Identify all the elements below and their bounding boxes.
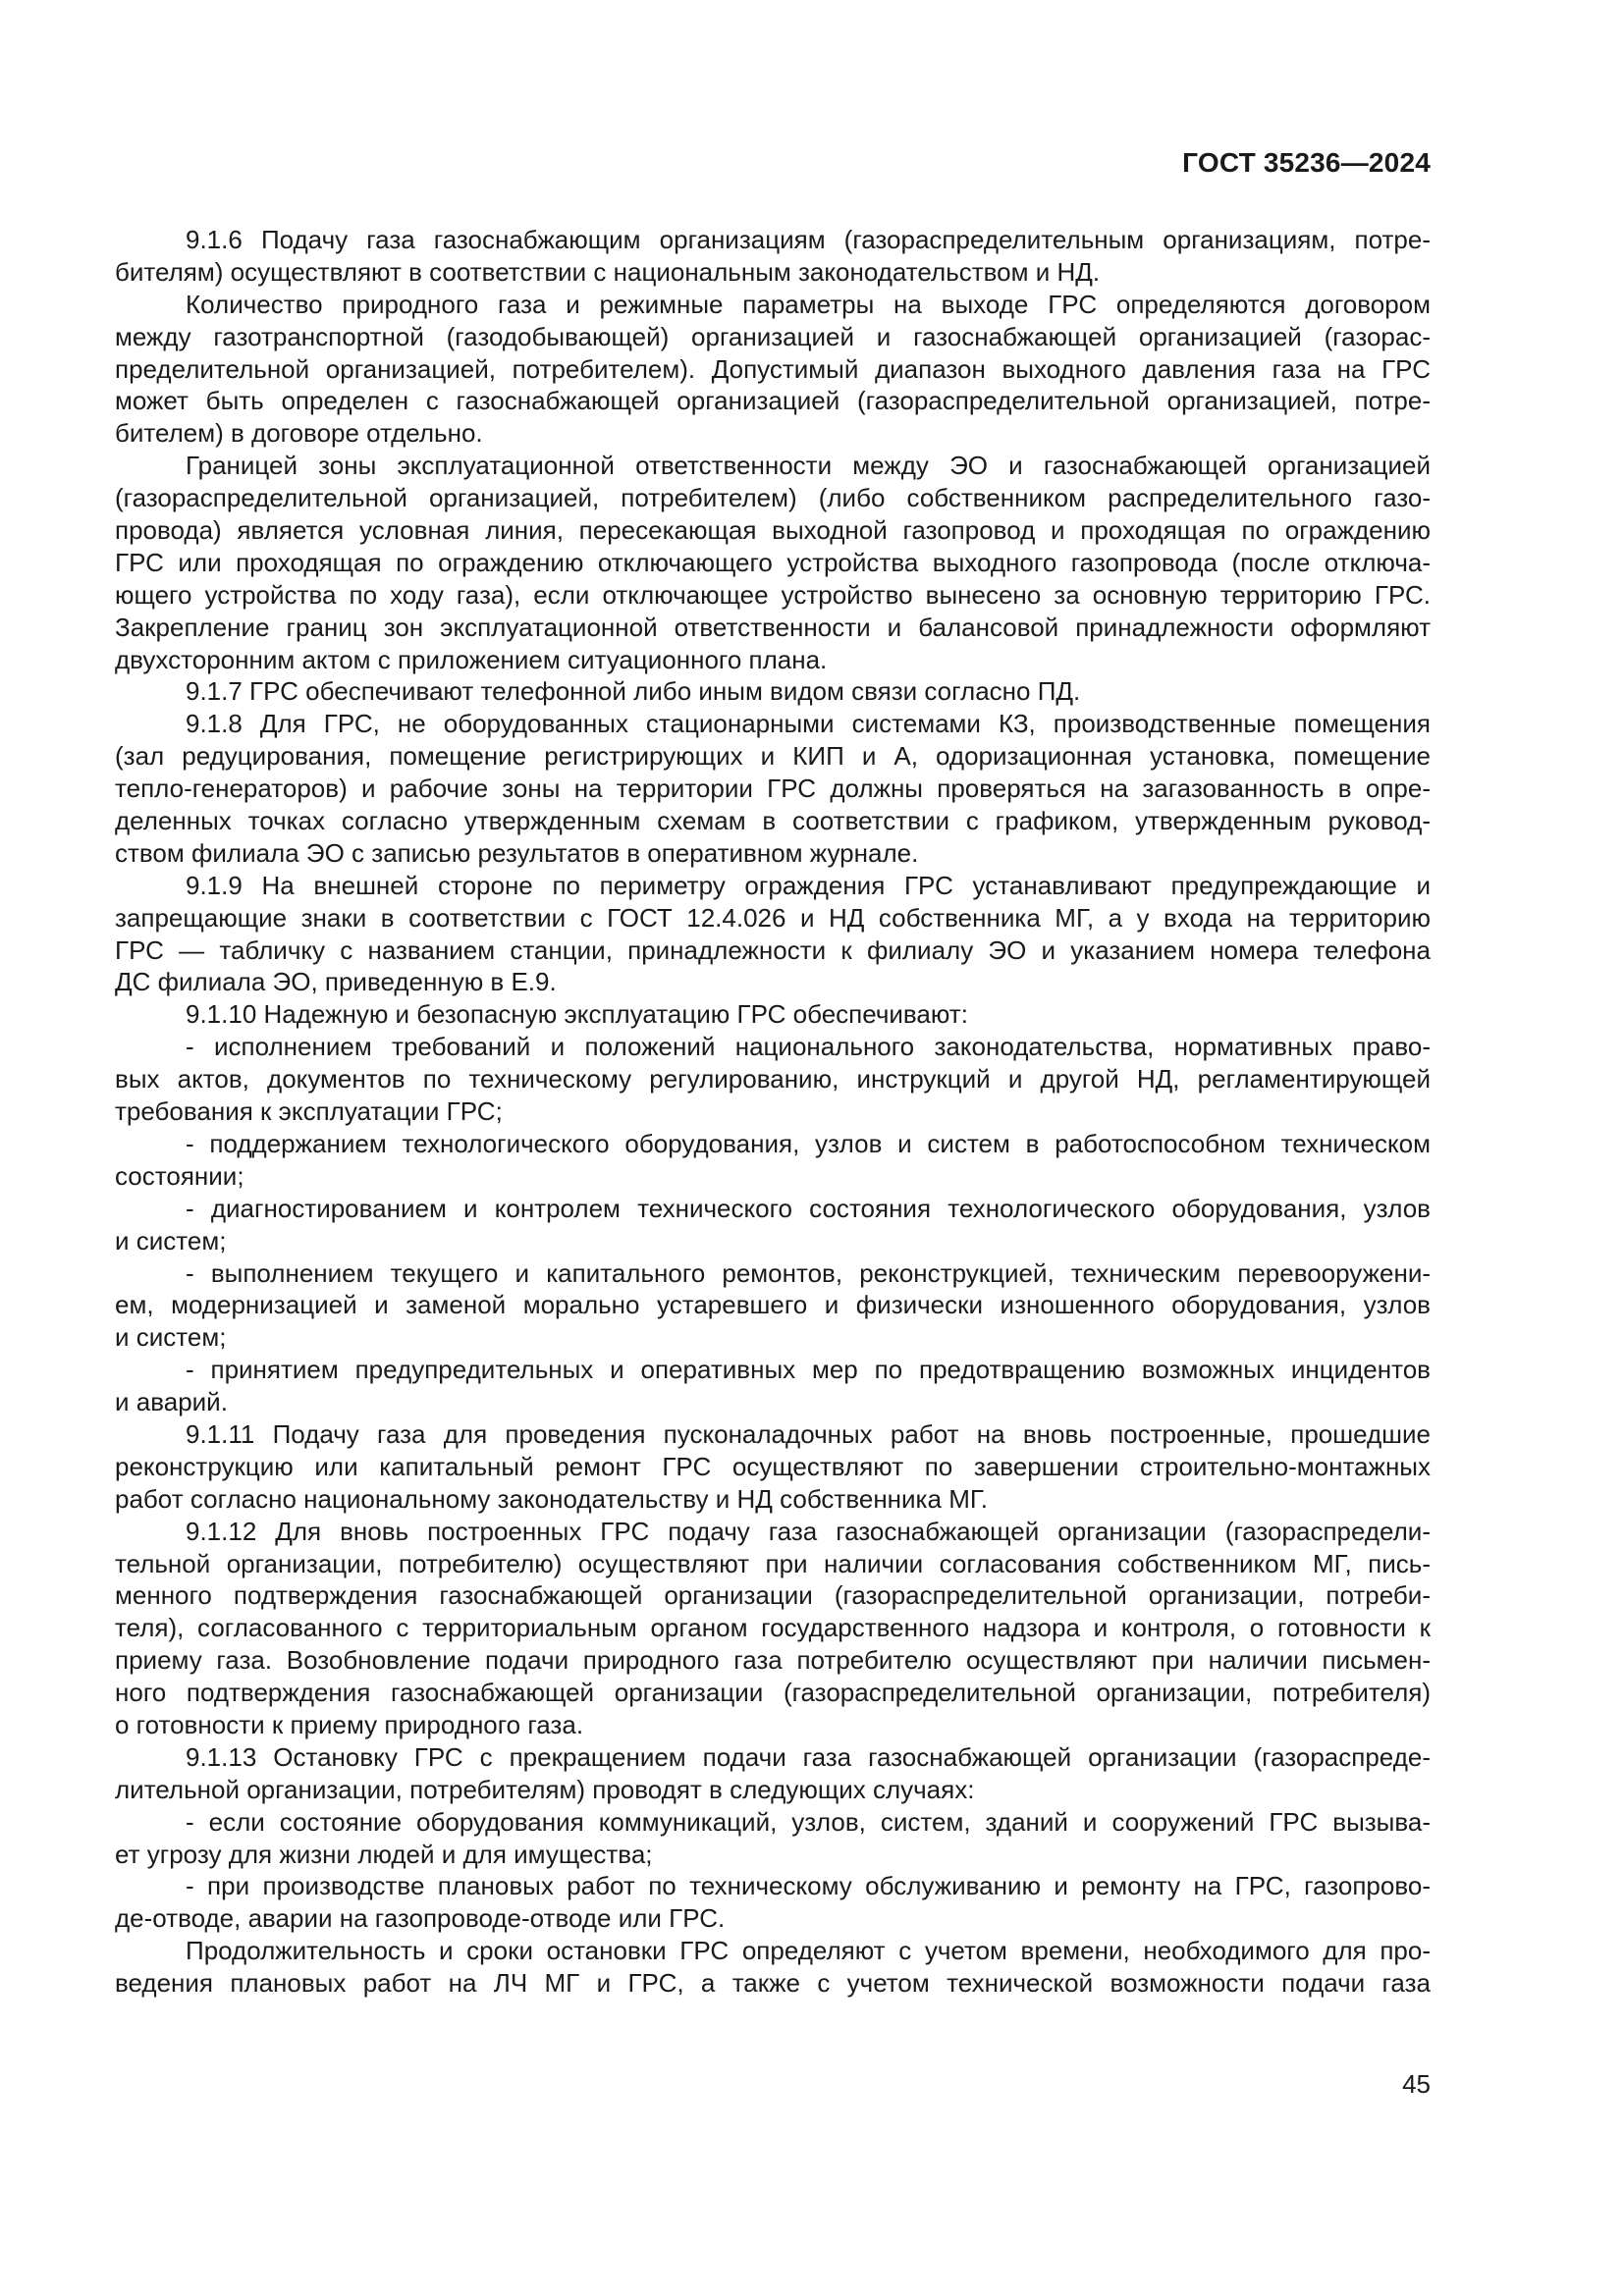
text-line: ДС филиала ЭО, приведенную в Е.9. [115,967,557,997]
text-line: 9.1.11 Подачу газа для проведения пусконаладочных работ на вновь построенные, прошедшие [186,1418,1431,1449]
text-line: провода) является условная линия, пересекающая выходной газопровод и проходящая по ограждению [115,515,1431,546]
text-line: - если состояние оборудования коммуникаций, узлов, систем, зданий и сооружений ГРС вызыва- [186,1806,1431,1837]
text-line: (зал редуцирования, помещение регистрирующих и КИП и А, одоризационная установка, помещение [115,741,1431,772]
standard-number-header: ГОСТ 35236—2024 [1182,147,1431,178]
text-line: - при производстве плановых работ по техническому обслуживанию и ремонту на ГРС, газопрово- [186,1871,1431,1901]
text-line: тельной организации, потребителю) осуществляют при наличии согласования собственником МГ, пись- [115,1548,1431,1578]
text-line: - исполнением требований и положений национального законодательства, нормативных право- [186,1032,1431,1062]
text-line: между газотранспортной (газодобывающей) организацией и газоснабжающей организацией (газорас- [115,321,1431,351]
text-line: 9.1.8 Для ГРС, не оборудованных стационарными системами КЗ, производственные помещения [186,709,1431,739]
text-line: бителем) в договоре отдельно. [115,418,483,449]
text-line: Продолжительность и сроки остановки ГРС определяют с учетом времени, необходимого для про- [186,1936,1431,1966]
text-line: реконструкцию или капитальный ремонт ГРС осуществляют по завершении строительно-монтажных [115,1451,1431,1481]
document-body [115,224,1431,2000]
text-line: бителям) осуществляют в соответствии с национальным законодательством и НД. [115,256,1101,287]
paragraph [115,675,1431,708]
text-line: - диагностированием и контролем технического состояния технологического оборудования, узлов [186,1193,1431,1223]
text-line: может быть определен с газоснабжающей организацией (газораспределительной организацией, потре- [115,386,1431,416]
text-line: запрещающие знаки в соответствии с ГОСТ 12.4.026 и НД собственника МГ, а у входа на территорию [115,902,1431,933]
text-line: 9.1.6 Подачу газа газоснабжающим организациям (газораспределительным организациям, потре- [186,225,1431,254]
text-line: ющего устройства по ходу газа), если отключающее устройство вынесено за основную территорию ГРС. [115,579,1431,610]
text-line: состоянии; [115,1160,244,1191]
text-line: тепло-генераторов) и рабочие зоны на территории ГРС должны проверяться на загазованность в опре- [115,774,1431,804]
text-line: (газораспределительной организацией, потребителем) (либо собственником распределительного газо- [115,483,1431,513]
paragraph [115,1741,1431,1806]
text-line: Количество природного газа и режимные параметры на выходе ГРС определяются договором [186,289,1431,319]
text-line: ГРС — табличку с названием станции, принадлежности к филиалу ЭО и указанием номера телефона [115,934,1431,965]
text-line: - выполнением текущего и капитального ремонтов, реконструкцией, техническим перевооружени- [186,1257,1431,1288]
text-line: и систем; [115,1322,227,1353]
text-line: приему газа. Возобновление подачи природного газа потребителю осуществляют при наличии письмен- [115,1645,1431,1676]
text-line: теля), согласованного с территориальным органом государственного надзора и контроля, о готовности к [115,1613,1431,1643]
text-line: работ согласно национальному законодательству и НД собственника МГ. [115,1483,988,1514]
paragraph [115,1257,1431,1355]
text-line: - принятием предупредительных и оперативных мер по предотвращению возможных инцидентов [186,1355,1431,1385]
paragraph [115,1418,1431,1516]
paragraph [115,289,1431,450]
text-line: вых актов, документов по техническому регулированию, инструкций и другой НД, регламентирующей [115,1064,1431,1095]
paragraph [115,1935,1431,2000]
text-line: 9.1.9 На внешней стороне по периметру ограждения ГРС устанавливают предупреждающие и [186,870,1431,900]
text-line: 9.1.13 Остановку ГРС с прекращением подачи газа газоснабжающей организации (газораспреде- [186,1741,1431,1772]
paragraph [115,1354,1431,1418]
paragraph [115,450,1431,675]
paragraph [115,1516,1431,1741]
text-line: 9.1.10 Надежную и безопасную эксплуатацию ГРС обеспечивают: [186,999,968,1030]
text-line: де-отводе, аварии на газопроводе-отводе или ГРС. [115,1903,726,1934]
paragraph [115,1128,1431,1193]
paragraph [115,224,1431,289]
text-line: ет угрозу для жизни людей и для имущества; [115,1839,653,1869]
text-line: ством филиала ЭО с записью результатов в оперативном журнале. [115,837,919,868]
text-line: ем, модернизацией и заменой морально устаревшего и физически изношенного оборудования, узлов [115,1290,1431,1320]
text-line: - поддержанием технологического оборудования, узлов и систем в работоспособном техническом [186,1128,1431,1158]
text-line: ГРС или проходящая по ограждению отключающего устройства выходного газопровода (после отключа- [115,547,1431,577]
paragraph [115,1870,1431,1935]
text-line: Границей зоны эксплуатационной ответственности между ЭО и газоснабжающей организацией [186,451,1431,481]
text-line: 9.1.7 ГРС обеспечивают телефонной либо иным видом связи согласно ПД. [186,676,1081,707]
text-line: менного подтверждения газоснабжающей организации (газораспределительной организации, потреби- [115,1580,1431,1611]
paragraph [115,1806,1431,1871]
text-line: лительной организации, потребителям) проводят в следующих случаях: [115,1774,975,1804]
paragraph [115,870,1431,999]
text-line: о готовности к приему природного газа. [115,1709,584,1739]
text-line: пределительной организацией, потребителем). Допустимый диапазон выходного давления газа на ГРС [115,353,1431,384]
text-line: ведения плановых работ на ЛЧ МГ и ГРС, а также с учетом технической возможности подачи газа [115,1968,1431,1999]
text-line: деленных точках согласно утвержденным схемам в соответствии с графиком, утвержденным руковод- [115,806,1431,836]
text-line: ного подтверждения газоснабжающей организации (газораспределительной организации, потребителя) [115,1678,1431,1708]
text-line: и систем; [115,1225,227,1255]
text-line: двухсторонним актом с приложением ситуационного плана. [115,644,828,674]
paragraph [115,1031,1431,1128]
paragraph [115,998,1431,1031]
page-number: 45 [1402,2069,1431,2099]
text-line: и аварий. [115,1387,228,1417]
text-line: Закрепление границ зон эксплуатационной ответственности и балансовой принадлежности оформляют [115,612,1431,642]
paragraph [115,708,1431,869]
paragraph [115,1193,1431,1257]
text-line: 9.1.12 Для вновь построенных ГРС подачу газа газоснабжающей организации (газораспредели- [186,1516,1431,1546]
text-line: требования к эксплуатации ГРС; [115,1096,503,1127]
